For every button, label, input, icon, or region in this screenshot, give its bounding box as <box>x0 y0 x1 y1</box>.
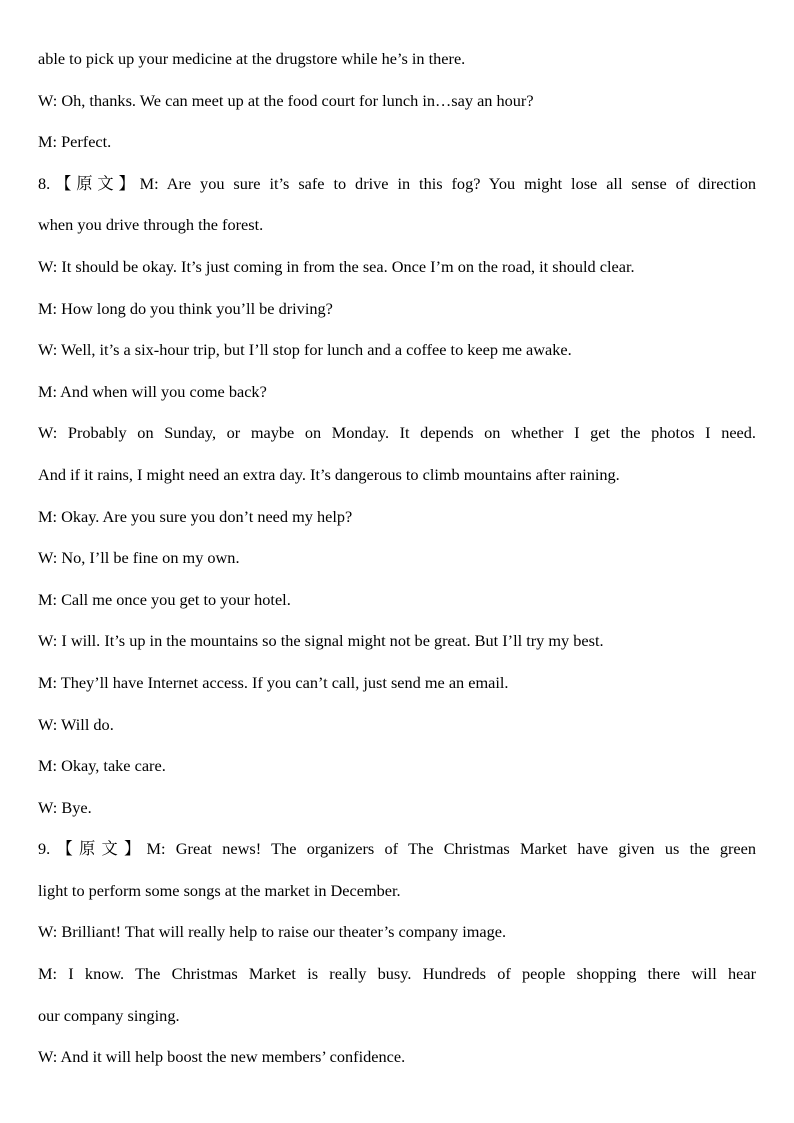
text-line: M: I know. The Christmas Market is really busy. Hundreds of people shopping there will hear <box>38 964 756 984</box>
text-line: W: Brilliant! That will really help to raise our theater’s company image. <box>38 922 507 942</box>
text-line: M: How long do you think you’ll be driving? <box>38 298 333 318</box>
text-line: able to pick up your medicine at the drugstore while he’s in there. <box>38 49 466 68</box>
text-line: W: Bye. <box>38 797 92 817</box>
text-line: M: And when will you come back? <box>38 381 267 401</box>
text-line: M: They’ll have Internet access. If you can’t call, just send me an email. <box>38 672 509 692</box>
text-line: W: Will do. <box>38 714 114 734</box>
text-line: W: Probably on Sunday, or maybe on Monday. It depends on whether I get the photos I need. <box>38 423 756 443</box>
text-line: M: Okay. Are you sure you don’t need my help? <box>38 506 353 526</box>
text-line: M: Okay, take care. <box>38 756 166 776</box>
text-line: W: No, I’ll be fine on my own. <box>38 548 240 568</box>
text-line: W: Oh, thanks. We can meet up at the food court for lunch in…say an hour? <box>38 90 534 110</box>
text-line: light to perform some songs at the market in December. <box>38 880 401 900</box>
text-line: 8.【原文】M: Are you sure it’s safe to drive in this fog? You might lose all sense of direction <box>38 173 756 193</box>
text-line: W: I will. It’s up in the mountains so the signal might not be great. But I’ll try my best. <box>38 631 604 651</box>
text-line: 9.【原文】M: Great news! The organizers of The Christmas Market have given us the green <box>38 839 756 859</box>
text-line: when you drive through the forest. <box>38 215 264 235</box>
text-line: W: Well, it’s a six-hour trip, but I’ll stop for lunch and a coffee to keep me awake. <box>38 340 572 360</box>
text-line: M: Call me once you get to your hotel. <box>38 589 291 609</box>
text-line: W: And it will help boost the new members’ confidence. <box>38 1047 406 1067</box>
text-line: M: Perfect. <box>38 132 112 152</box>
text-line: our company singing. <box>38 1005 180 1025</box>
text-line: And if it rains, I might need an extra day. It’s dangerous to climb mountains after raining. <box>38 464 620 484</box>
text-line: W: It should be okay. It’s just coming in from the sea. Once I’m on the road, it should clear. <box>38 256 635 276</box>
